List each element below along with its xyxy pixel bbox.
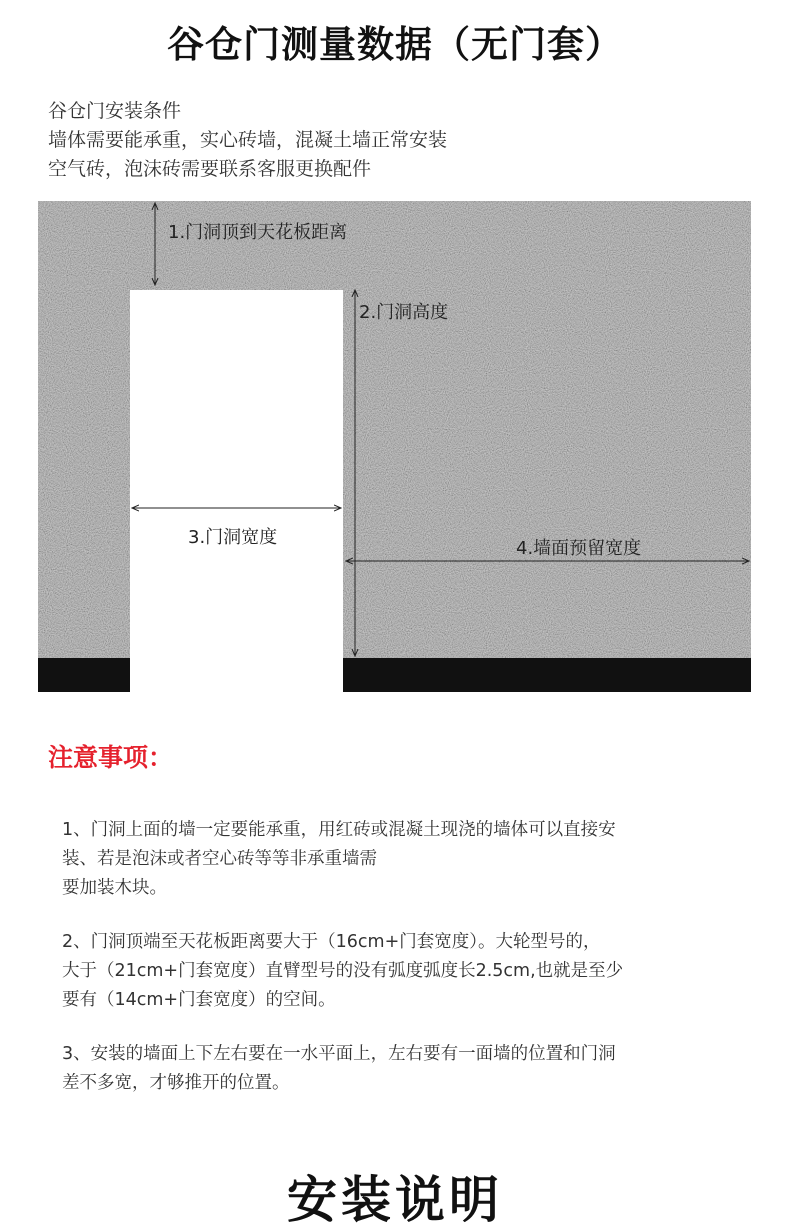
- measurement-diagram: [38, 201, 751, 692]
- conditions-heading: 谷仓门安装条件: [48, 100, 182, 122]
- note-item-3: [62, 1040, 752, 1098]
- note-line: 2、门洞顶端至天花板距离要大于（16cm+门套宽度）。大轮型号的，: [62, 932, 601, 952]
- install-conditions: [48, 97, 447, 184]
- door-opening: [130, 290, 343, 692]
- note-line: 差不多宽，才够推开的位置。: [62, 1073, 290, 1093]
- condition-line: 墙体需要能承重，实心砖墙，混凝土墙正常安装: [48, 129, 448, 151]
- label-wall-reserve-width: 4.墙面预留宽度: [516, 538, 642, 559]
- note-line: 大于（21cm+门套宽度）直臂型号的没有弧度弧度长2.5cm,也就是至少: [62, 961, 624, 981]
- label-door-height: 2.门洞高度: [359, 302, 449, 323]
- condition-line: 空气砖，泡沫砖需要联系客服更换配件: [48, 158, 372, 180]
- note-line: 3、安装的墙面上下左右要在一水平面上，左右要有一面墙的位置和门洞: [62, 1044, 616, 1064]
- note-line: 要有（14cm+门套宽度）的空间。: [62, 990, 336, 1010]
- note-item-1: [62, 816, 752, 903]
- label-door-width: 3.门洞宽度: [188, 527, 278, 548]
- page-title: 谷仓门测量数据（无门套）: [167, 23, 623, 66]
- wall-diagram-graphic: [38, 201, 751, 692]
- note-item-2: [62, 928, 752, 1015]
- note-line: 1、门洞上面的墙一定要能承重，用红砖或混凝土现浇的墙体可以直接安: [62, 820, 616, 840]
- note-line: 装、若是泡沫或者空心砖等等非承重墙需: [62, 849, 377, 869]
- installation-instructions-title: 安装说明: [287, 1171, 503, 1229]
- floor-left: [38, 658, 130, 692]
- note-line: 要加装木块。: [62, 878, 167, 898]
- floor-right: [343, 658, 751, 692]
- label-ceiling-distance: 1.门洞顶到天花板距离: [168, 222, 348, 243]
- notes-heading: 注意事项：: [48, 743, 174, 772]
